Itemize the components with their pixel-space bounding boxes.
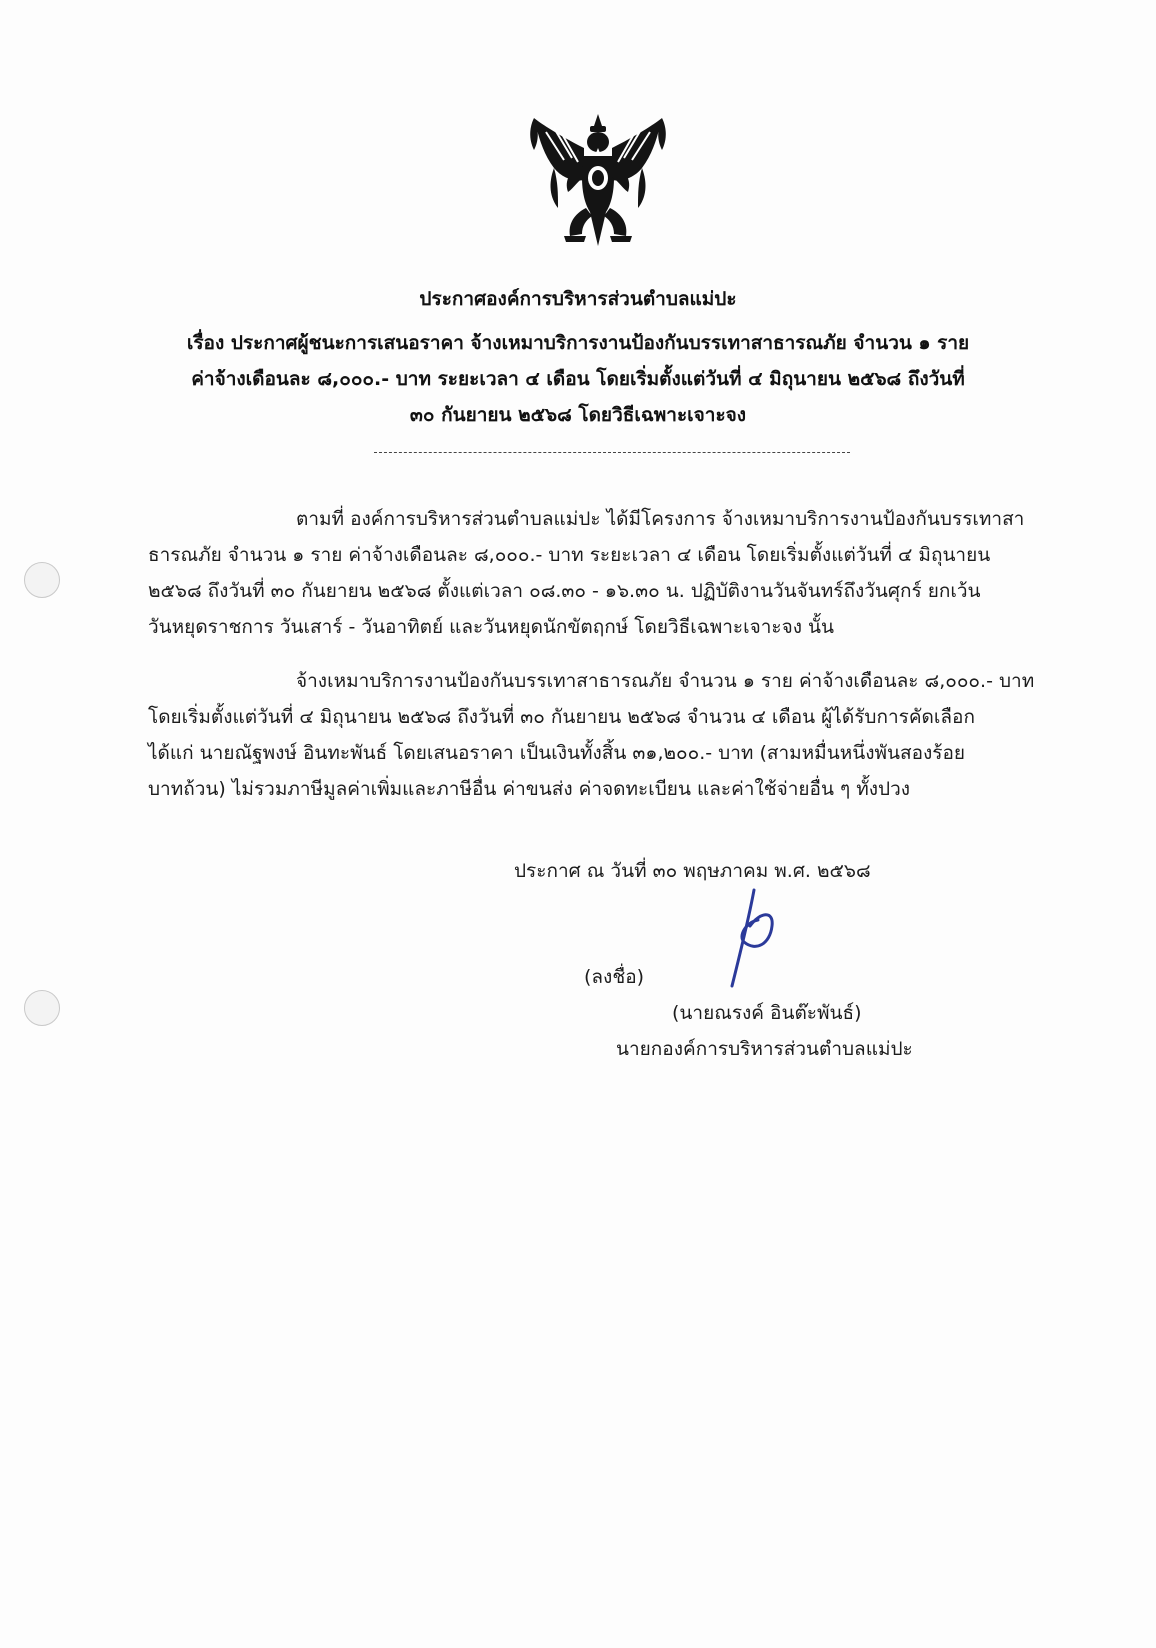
signature-icon: [720, 882, 780, 992]
signer-title: นายกองค์การบริหารส่วนตำบลแม่ปะ: [616, 1038, 913, 1060]
punch-hole-bottom: [24, 990, 60, 1026]
paragraph-1-line: วันหยุดราชการ วันเสาร์ - วันอาทิตย์ และวันหยุดนักขัตฤกษ์ โดยวิธีเฉพาะเจาะจง นั้น: [148, 616, 835, 638]
sign-label: (ลงชื่อ): [584, 966, 645, 988]
paragraph-1-line: ธารณภัย จำนวน ๑ ราย ค่าจ้างเดือนละ ๘,๐๐๐.- บาท ระยะเวลา ๔ เดือน โดยเริ่มตั้งแต่วันที่ ๔ มิถุนายน: [148, 544, 991, 566]
punch-hole-top: [24, 562, 60, 598]
subject-line-3: ๓๐ กันยายน ๒๕๖๘ โดยวิธีเฉพาะเจาะจง: [409, 404, 747, 426]
paragraph-2-line: โดยเริ่มตั้งแต่วันที่ ๔ มิถุนายน ๒๕๖๘ ถึงวันที่ ๓๐ กันยายน ๒๕๖๘ จำนวน ๔ เดือน ผู้ได้รับการคัดเลือก: [148, 706, 975, 728]
separator-rule: [374, 452, 850, 453]
garuda-emblem-icon: [524, 108, 672, 256]
announcement-date: ประกาศ ณ วันที่ ๓๐ พฤษภาคม พ.ศ. ๒๕๖๘: [514, 860, 871, 882]
paragraph-1-line: ตามที่ องค์การบริหารส่วนตำบลแม่ปะ ได้มีโครงการ จ้างเหมาบริการงานป้องกันบรรเทาสา: [296, 508, 1025, 530]
subject-line-1: เรื่อง ประกาศผู้ชนะการเสนอราคา จ้างเหมาบริการงานป้องกันบรรเทาสาธารณภัย จำนวน ๑ ราย: [186, 332, 970, 354]
paragraph-1-line: ๒๕๖๘ ถึงวันที่ ๓๐ กันยายน ๒๕๖๘ ตั้งแต่เวลา ๐๘.๓๐ - ๑๖.๓๐ น. ปฏิบัติงานวันจันทร์ถึงวันศุกร์ ยกเว้น: [148, 580, 981, 602]
paragraph-2-line: ได้แก่ นายณัฐพงษ์ อินทะพันธ์ โดยเสนอราคา เป็นเงินทั้งสิ้น ๓๑,๒๐๐.- บาท (สามหมื่นหนึ่งพันสองร้อย: [148, 742, 966, 764]
paragraph-2-line: บาทถ้วน) ไม่รวมภาษีมูลค่าเพิ่มและภาษีอื่น ค่าขนส่ง ค่าจดทะเบียน และค่าใช้จ่ายอื่น ๆ ทั้งปวง: [148, 778, 911, 800]
signer-name: (นายณรงค์ อินต๊ะพันธ์): [672, 1002, 862, 1024]
announcement-heading: ประกาศองค์การบริหารส่วนตำบลแม่ปะ: [419, 288, 737, 310]
subject-line-2: ค่าจ้างเดือนละ ๘,๐๐๐.- บาท ระยะเวลา ๔ เดือน โดยเริ่มตั้งแต่วันที่ ๔ มิถุนายน ๒๕๖๘ ถึงวันที่: [191, 368, 965, 390]
paragraph-2-line: จ้างเหมาบริการงานป้องกันบรรเทาสาธารณภัย จำนวน ๑ ราย ค่าจ้างเดือนละ ๘,๐๐๐.- บาท: [296, 670, 1035, 692]
